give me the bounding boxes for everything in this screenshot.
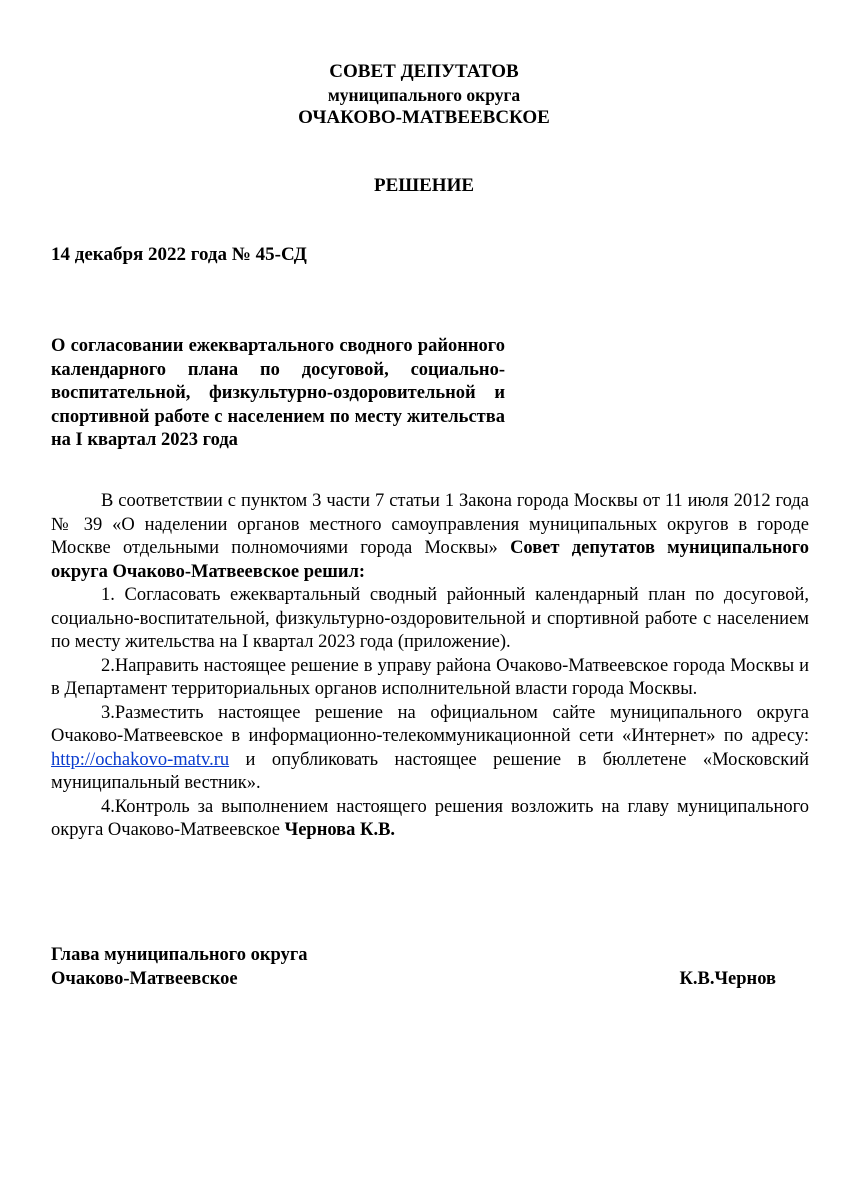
preamble-text: В соответствии с пунктом 3 части 7 статьи 1 Закона города Москвы от 11 июля 2012 года № 39 «О наделении органов местного самоуправления муниципальных округов в городе Москве отдельными полномочиями города Москвы» <box>51 491 809 558</box>
signatory-name: К.В.Чернов <box>679 968 776 989</box>
item-2: 2.Направить настоящее решение в управу района Очаково-Матвеевское города Москвы и в Департамент территориальных органов исполнительной власти города Москвы. <box>51 655 809 699</box>
signatory-position-line1: Глава муниципального округа <box>51 945 308 965</box>
item-3 <box>51 702 809 796</box>
signature-block <box>51 944 776 991</box>
preamble-resolution: Совет депутатов муниципального округа Очаково-Матвеевское решил: <box>51 538 809 582</box>
signature-row <box>51 968 776 992</box>
preamble-paragraph <box>51 490 809 584</box>
item-3-text: 3.Разместить настоящее решение на официальном сайте муниципального округа Очаково-Матвеевское в информационно-телекоммуникационной сети «Интернет» по адресу: <box>51 702 809 746</box>
document-body <box>51 490 809 843</box>
item-4-person: Чернова К.В. <box>284 820 396 840</box>
council-name: СОВЕТ ДЕПУТАТОВ <box>329 61 519 82</box>
website-link[interactable]: http://ochakovo-matv.ru <box>51 749 230 770</box>
item-4-text: 4.Контроль за выполнением настоящего решения возложить на главу муниципального округа Очаково-Матвеевское <box>51 796 809 840</box>
item-1: 1. Согласовать ежеквартальный сводный районный календарный план по досуговой, социально-воспитательной, физкультурно-оздоровительной и спортивной работе с населением по месту жительства на I квартал 2023 года (приложение). <box>51 585 809 652</box>
document-subject: О согласовании ежеквартального сводного районного календарного плана по досуговой, социально-воспитательной, физкультурно-оздоровительной и спортивной работе с населением по месту жительства на I квартал 2023 года <box>51 336 505 450</box>
item-3-text-end: и опубликовать настоящее решение в бюллетене «Московский муниципальный вестник». <box>51 749 809 793</box>
signatory-position-line2: Очаково-Матвеевское <box>51 968 238 989</box>
council-district-label: муниципального округа <box>327 85 521 105</box>
item-4 <box>51 796 809 843</box>
document-title: РЕШЕНИЕ <box>373 175 475 196</box>
document-header <box>0 60 848 130</box>
district-name: ОЧАКОВО-МАТВЕЕВСКОЕ <box>298 107 550 128</box>
document-date-number: 14 декабря 2022 года № 45-СД <box>51 244 307 265</box>
